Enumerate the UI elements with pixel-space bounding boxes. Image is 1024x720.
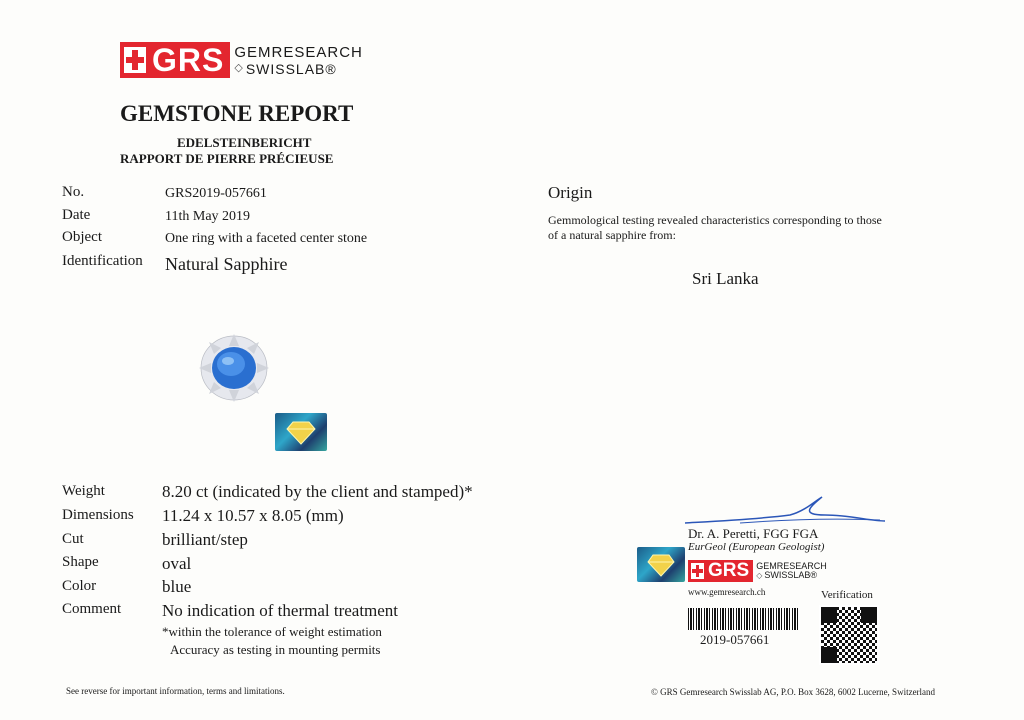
website: www.gemresearch.ch [688,587,766,597]
identification-label: Identification [62,253,143,269]
grs-logo [120,42,363,78]
weight-value: 8.20 ct (indicated by the client and stamped)* [162,482,473,501]
dimensions-value: 11.24 x 10.57 x 8.05 (mm) [162,506,344,525]
subtitle-de: EDELSTEINBERICHT [177,135,312,150]
cut-label: Cut [62,531,84,547]
color-value: blue [162,577,192,596]
signer-name: Dr. A. Peretti, FGG FGA [688,526,819,541]
footer-left: See reverse for important information, terms and limitations. [66,686,285,696]
shape-value: oval [162,554,192,573]
date-value: 11th May 2019 [165,209,251,224]
color-label: Color [62,578,97,594]
shape-label: Shape [62,554,99,570]
logo-small-line2: SWISSLAB® [764,570,817,580]
cut-value: brilliant/step [162,530,248,549]
identification-value: Natural Sapphire [165,254,288,274]
barcode-number: 2019-057661 [700,632,770,647]
object-label: Object [62,229,102,245]
gemstone-image [199,334,269,402]
origin-country: Sri Lanka [692,269,759,288]
report-title: GEMSTONE REPORT [120,101,354,126]
object-value: One ring with a faceted center stone [165,231,368,246]
no-label: No. [62,184,85,200]
origin-text-line2: of a natural sapphire from: [548,228,676,242]
weight-label: Weight [62,483,105,499]
hologram-seal-small-icon [637,547,685,582]
subtitle-fr: RAPPORT DE PIERRE PRÉCIEUSE [120,151,334,166]
diamond-small-icon: ◇ [756,570,763,580]
comment-label: Comment [62,601,122,617]
logo-small-line1: GEMRESEARCH [756,561,827,571]
logo-line2: SWISSLAB® [245,60,337,77]
dimensions-label: Dimensions [62,507,134,523]
verification-label: Verification [821,589,873,601]
date-label: Date [62,207,91,223]
comment-value: No indication of thermal treatment [162,601,399,620]
signer-title: EurGeol (European Geologist) [688,541,825,553]
logo-grs-text: GRS [152,41,225,78]
barcode [688,608,800,630]
footnote-accuracy: Accuracy as testing in mounting permits [170,642,381,657]
footer-right: © GRS Gemresearch Swisslab AG, P.O. Box 3628, 6002 Lucerne, Switzerland [651,687,936,697]
grs-logo-small [688,560,827,582]
origin-title: Origin [548,183,593,202]
logo-line1: GEMRESEARCH [234,43,363,61]
swiss-cross-small-icon [691,563,704,579]
swiss-cross-icon [124,47,146,73]
diamond-icon: ◇ [234,62,243,74]
hologram-seal-icon [275,413,327,451]
origin-text-line1: Gemmological testing revealed characteristics corresponding to those [548,213,882,227]
no-value: GRS2019-057661 [165,186,267,201]
qr-code[interactable] [819,605,879,665]
footnote-weight: *within the tolerance of weight estimation [162,624,382,639]
logo-small-grs-text: GRS [708,560,750,581]
